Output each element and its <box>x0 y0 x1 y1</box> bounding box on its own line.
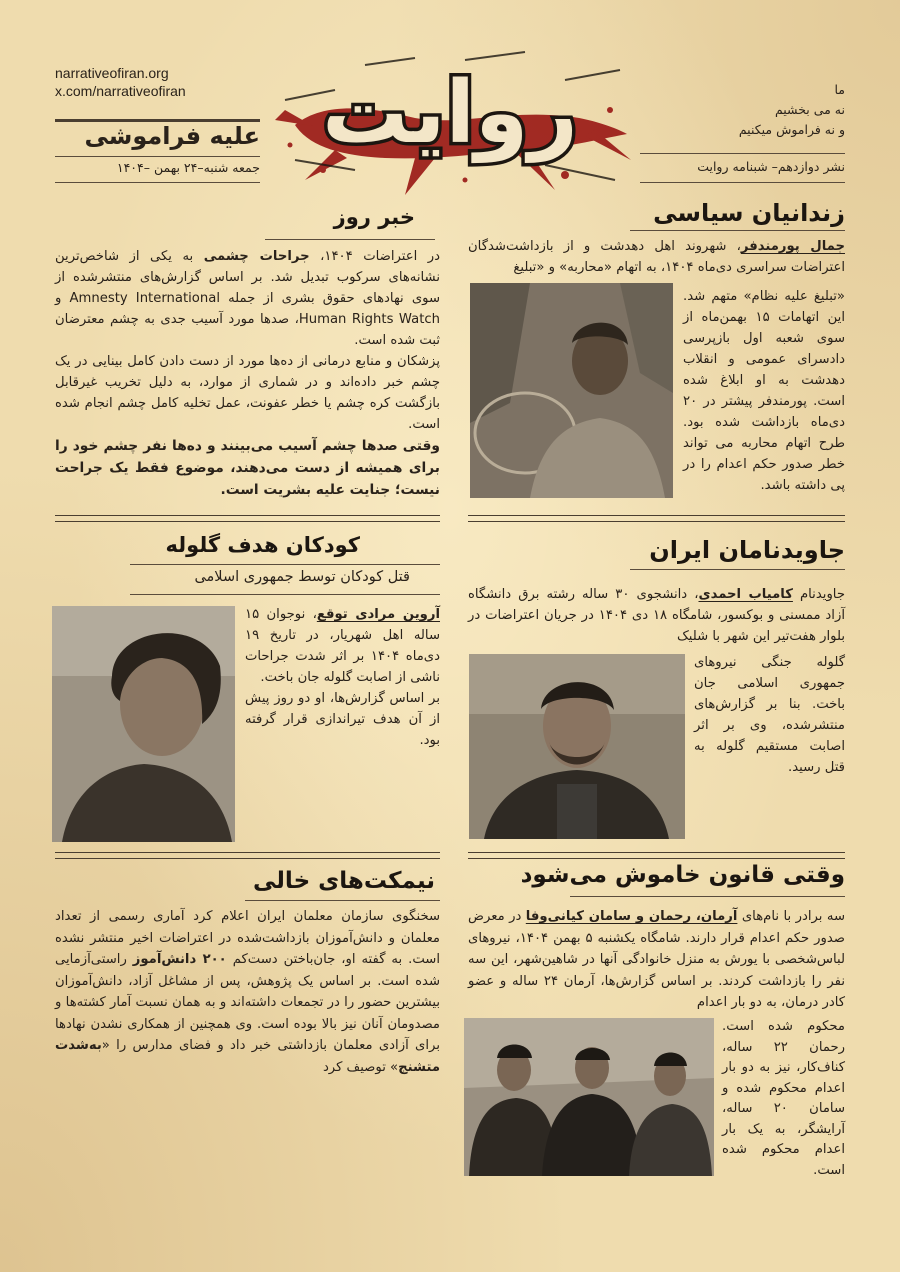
benches-text-3: » توصیف کرد <box>322 1059 399 1075</box>
martyrs-text-2: ، دانشجوی ۳۰ ساله رشته برق دانشگاه آزاد ممسنی و بوکسور، شامگاه ۱۸ دی ۱۴۰۴ در جریان اعتراضات در بلوار هفت‌تیر این شهر با شلیک <box>468 587 845 644</box>
row-separator-right <box>468 515 845 522</box>
news-headline-underline <box>265 239 435 240</box>
news-paragraph-3: وقتی صدها چشم آسیب می‌بینند و ده‌ها نفر چشم خود را برای همیشه از دست می‌دهند، موضوع فقط یک جراحت نیست؛ جنایت علیه بشریت است. <box>55 438 440 498</box>
benches-headline: نیمکت‌های خالی <box>253 868 435 894</box>
martyrs-top-text <box>468 584 845 647</box>
prisoners-headline-underline <box>630 230 845 231</box>
martyrs-text: جاویدنام <box>792 587 845 602</box>
news-text: در اعتراضات ۱۴۰۴، <box>309 249 441 264</box>
news-paragraph-2: پزشکان و منابع درمانی از ده‌ها مورد از دست دادن کامل بینایی در یک چشم خبر داده‌اند و در شماری از موارد، به دلیل تخریب غیرقابل بازگشت کره چشم یا خطر عفونت، عمل تخلیه کامل چشم انجام شده است. <box>55 354 440 432</box>
children-text: ، نوجوان ۱۵ ساله اهل شهریار، در تاریخ ۱۹ دی‌ماه ۱۴۰۴ بر اثر شدت جراحات ناشی از اصابت گلوله جان باخت. <box>245 607 440 685</box>
children-headline: کودکان هدف گلوله <box>165 533 360 557</box>
law-top-text <box>468 906 845 1014</box>
prisoners-top-text <box>468 236 845 278</box>
benches-body <box>55 906 440 1078</box>
benches-highlight: ۲۰۰ دانش‌آموز <box>132 952 227 967</box>
benches-headline-underline <box>245 900 440 901</box>
header-rule-left-bottom <box>55 182 260 183</box>
martyrs-headline-underline <box>630 569 845 570</box>
prisoner-photo <box>470 283 673 498</box>
logo-splatter-icon <box>265 30 635 200</box>
brothers-photo <box>464 1018 714 1176</box>
header-rule-right-bottom <box>640 182 845 183</box>
children-text-2: بر اساس گزارش‌ها، او دو روز پیش از آن هدف تیراندازی قرار گرفته بود. <box>245 691 440 748</box>
header-rule-left-mid <box>55 156 260 157</box>
news-headline: خبر روز <box>333 205 415 229</box>
row-separator-right-2 <box>468 852 845 859</box>
benches-text-2: راستی‌آزمایی شده است. بر اساس یک پژوهش، پس از مشاغل آزاد، دانش‌آموزان بیشترین حضور را در تجمعات داشته‌اند و به همان نسبت آمار کشته‌ها و مصدومان آنان نیز بالا بوده است. وی همچنین از همکاری نشدن نهادها برای آزادی معلمان بازداشتی خبر داد و فضای مدارس را « <box>55 952 440 1053</box>
prisoners-headline: زندانیان سیاسی <box>653 199 845 227</box>
children-headline-underline <box>130 564 440 565</box>
prisoner-name: جمال پورمندفر <box>740 239 845 254</box>
row-separator-left-2 <box>55 852 440 859</box>
martyr-name: کامیاب احمدی <box>698 587 793 602</box>
children-subhead-underline <box>130 594 440 595</box>
martyr-photo <box>469 654 685 839</box>
child-photo <box>52 606 235 842</box>
law-headline-underline <box>570 896 845 897</box>
child-name: آروین مرادی توقع <box>316 607 440 622</box>
children-subhead: قتل کودکان توسط جمهوری اسلامی <box>194 569 410 585</box>
issue-date: جمعه شنبه–۲۴ بهمن –۱۴۰۴ <box>116 160 260 175</box>
news-body <box>55 246 440 501</box>
martyrs-headline: جاویدنامان ایران <box>649 536 845 564</box>
social-handle[interactable]: x.com/narrativeofiran <box>55 83 186 99</box>
logo-text: روایت <box>322 63 578 163</box>
news-text: به یکی از شاخص‌ترین نشانه‌های سرکوب تبدیل شد. بر اساس گزارش‌های منتشرشده از سوی نهادهای حقوق بشری از جمله Amnesty International و Human Rights Watch، صدها مورد آسیب جدی به چشم معترضان ثبت شده است. <box>55 249 441 348</box>
benches-text: سخنگوی سازمان معلمان ایران اعلام کرد آماری رسمی از تعداد معلمان و دانش‌آموزان بازداشت‌شده در اعتراضات اخیر منتشر نشده است. به گفته او، جان‌باختن دست‌کم <box>55 909 440 967</box>
law-text-2: در معرض صدور حکم اعدام قرار دارند. شامگاه یکشنبه ۵ بهمن ۱۴۰۴، نیروهای لباس‌شخصی با یورش به منزل خانوادگی آنها در شاهین‌شهر، این سه نفر را بازداشت کردند. بر اساس گزارش‌ها، آرمان ۲۴ ساله و عضو کادر درمان، به دو بار اعدام <box>468 909 846 1010</box>
news-highlight: جراحات چشمی <box>203 249 310 264</box>
law-side-text: محکوم شده است. رحمان ۲۲ ساله، کناف‌کار، نیز به دو بار اعدام محکوم شده و سامان ۲۰ ساله، آرایشگر، به یک بار اعدام محکوم شده است. <box>722 1019 845 1178</box>
prisoners-side-text: «تبلیغ علیه نظام» متهم شد. این اتهامات ۱۵ بهمن‌ماه از سوی شعبه اول بازپرسی دادسرای عمومی و انقلاب دهدشت به او ابلاغ شده است. پورمندفر پیشتر در ۲۰ دی‌ماه بازداشت شده بود. طرح اتهام محاربه می تواند خطر صدور حکم اعدام را در پی داشته باشد. <box>683 289 845 493</box>
children-side-text <box>245 604 440 751</box>
tagline <box>640 80 845 140</box>
website-url[interactable]: narrativeofiran.org <box>55 65 169 81</box>
tagline-line: ما <box>834 82 845 97</box>
prisoners-text: ، شهروند اهل دهدشت و از بازداشت‌شدگان اعتراضات سراسری دی‌ماه ۱۴۰۴، به اتهام «محاربه» و «تبلیغ <box>468 239 845 275</box>
issue-number: نشر دوازدهم– شبنامه روایت <box>697 159 845 174</box>
brothers-names: آرمان، رحمان و سامان کیانی‌وفا <box>525 909 738 924</box>
tagline-line: نه می بخشیم <box>774 102 845 117</box>
row-separator-left <box>55 515 440 522</box>
martyrs-side-text: گلوله جنگی نیروهای جمهوری اسلامی جان باخت. بنا بر گزارش‌های منتشرشده، وی بر اثر اصابت مستقیم گلوله به قتل رسید. <box>694 655 845 775</box>
law-text: سه برادر با نام‌های <box>737 909 846 924</box>
law-headline: وقتی قانون خاموش می‌شود <box>520 862 845 888</box>
benches-highlight-2: به‌شدت متشنج <box>55 1038 440 1075</box>
header-rule-right-top <box>640 153 845 154</box>
masthead-logo <box>265 30 635 200</box>
tagline-line: و نه فراموش میکنیم <box>738 122 845 137</box>
edition-title: علیه فراموشی <box>84 122 260 150</box>
